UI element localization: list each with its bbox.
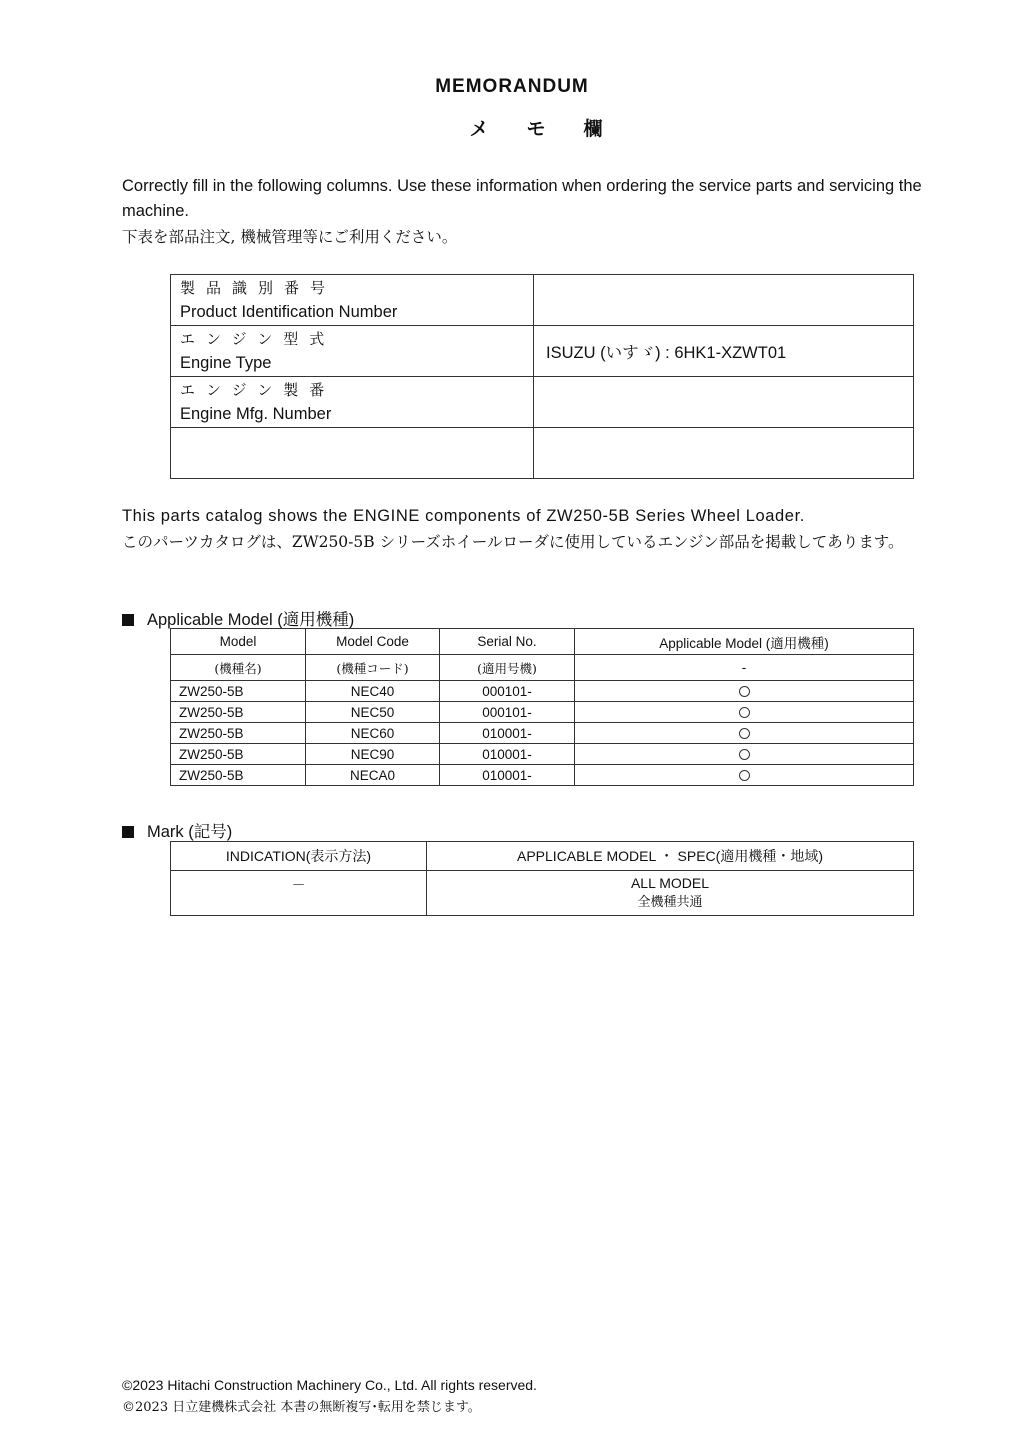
cell-serial: 010001- xyxy=(440,744,575,765)
copyright-en: ©2023 Hitachi Construction Machinery Co., Ltd. All rights reserved. xyxy=(122,1377,537,1393)
col-header-model-jp: (機種名) xyxy=(171,655,306,681)
label-jp: 製品識別番号 xyxy=(180,279,337,297)
page-title-jp: メ モ 欄 xyxy=(469,118,603,140)
header-row-jp xyxy=(171,655,914,681)
engine-type-value: ISUZU (いすゞ) : 6HK1-XZWT01 xyxy=(534,326,914,377)
section-title: Applicable Model (適用機種) xyxy=(147,611,355,629)
cell-applicable xyxy=(575,744,914,765)
cell-serial: 000101- xyxy=(440,702,575,723)
square-bullet-icon xyxy=(122,614,134,626)
cell-model: ZW250-5B xyxy=(171,702,306,723)
header-row xyxy=(171,842,914,871)
intro-en: Correctly fill in the following columns. Use these information when ordering the service parts and servicing the machine. xyxy=(122,177,922,220)
cell-model: ZW250-5B xyxy=(171,723,306,744)
label-jp: エンジン型式 xyxy=(180,330,336,348)
cell-model: ZW250-5B xyxy=(171,744,306,765)
header-row xyxy=(171,629,914,655)
table-row xyxy=(171,744,914,765)
label-en: Engine Mfg. Number xyxy=(180,405,332,423)
identification-table xyxy=(170,274,914,479)
col-header-model: Model xyxy=(171,629,306,655)
col-header-serial-jp: (適用号機) xyxy=(440,655,575,681)
table-row xyxy=(171,871,914,916)
col-header-applicable: Applicable Model (適用機種) xyxy=(575,629,914,655)
label-en: Product Identification Number xyxy=(180,303,398,321)
circle-mark-icon xyxy=(739,707,750,718)
blank-label-cell xyxy=(171,428,534,479)
col-header-serial: Serial No. xyxy=(440,629,575,655)
cell-model: ZW250-5B xyxy=(171,765,306,786)
col-header-applicable-spec: APPLICABLE MODEL ・ SPEC(適用機種・地域) xyxy=(427,842,914,871)
col-header-code: Model Code xyxy=(306,629,440,655)
desc-jp: 全機種共通 xyxy=(637,895,703,910)
label-cell xyxy=(171,377,534,428)
table-row xyxy=(171,702,914,723)
cell-code: NECA0 xyxy=(306,765,440,786)
table-row xyxy=(171,723,914,744)
cell-code: NEC40 xyxy=(306,681,440,702)
col-header-code-jp: (機種コード) xyxy=(306,655,440,681)
table-row xyxy=(171,428,914,479)
label-jp: エンジン製番 xyxy=(180,381,336,399)
product-id-field[interactable] xyxy=(534,275,914,326)
table-row xyxy=(171,326,914,377)
cell-applicable xyxy=(575,681,914,702)
applicable-model-heading xyxy=(122,606,354,630)
cell-serial: 010001- xyxy=(440,765,575,786)
cell-description xyxy=(427,871,914,916)
mark-table xyxy=(170,841,914,916)
copyright-jp: ©2023 日立建機株式会社 本書の無断複写･転用を禁じます。 xyxy=(122,1400,481,1415)
circle-mark-icon xyxy=(739,749,750,760)
table-row xyxy=(171,377,914,428)
label-cell xyxy=(171,326,534,377)
intro-jp: 下表を部品注文, 機械管理等にご利用ください。 xyxy=(122,228,458,246)
circle-mark-icon xyxy=(739,686,750,697)
cell-serial: 000101- xyxy=(440,681,575,702)
section-title: Mark (記号) xyxy=(147,823,233,841)
cell-code: NEC90 xyxy=(306,744,440,765)
catalog-note-en: This parts catalog shows the ENGINE components of ZW250-5B Series Wheel Loader. xyxy=(122,507,805,525)
blank-value-field[interactable] xyxy=(534,428,914,479)
table-row xyxy=(171,765,914,786)
cell-code: NEC50 xyxy=(306,702,440,723)
circle-mark-icon xyxy=(739,728,750,739)
page-title: MEMORANDUM xyxy=(435,76,589,97)
table-row xyxy=(171,681,914,702)
cell-serial: 010001- xyxy=(440,723,575,744)
col-header-applicable-sub: - xyxy=(575,655,914,681)
catalog-note-jp: このパーツカタログは、ZW250-5B シリーズホイールローダに使用しているエンジン部品を掲載してあります。 xyxy=(122,533,904,551)
circle-mark-icon xyxy=(739,770,750,781)
label-cell xyxy=(171,275,534,326)
cell-applicable xyxy=(575,765,914,786)
label-en: Engine Type xyxy=(180,354,272,372)
col-header-indication: INDICATION(表示方法) xyxy=(171,842,427,871)
cell-code: NEC60 xyxy=(306,723,440,744)
cell-applicable xyxy=(575,702,914,723)
cell-indication: － xyxy=(171,871,427,916)
table-row xyxy=(171,275,914,326)
cell-applicable xyxy=(575,723,914,744)
square-bullet-icon xyxy=(122,826,134,838)
applicable-model-table xyxy=(170,628,914,786)
mark-heading xyxy=(122,818,232,842)
cell-model: ZW250-5B xyxy=(171,681,306,702)
desc-en: ALL MODEL xyxy=(630,875,710,891)
engine-mfg-number-field[interactable] xyxy=(534,377,914,428)
